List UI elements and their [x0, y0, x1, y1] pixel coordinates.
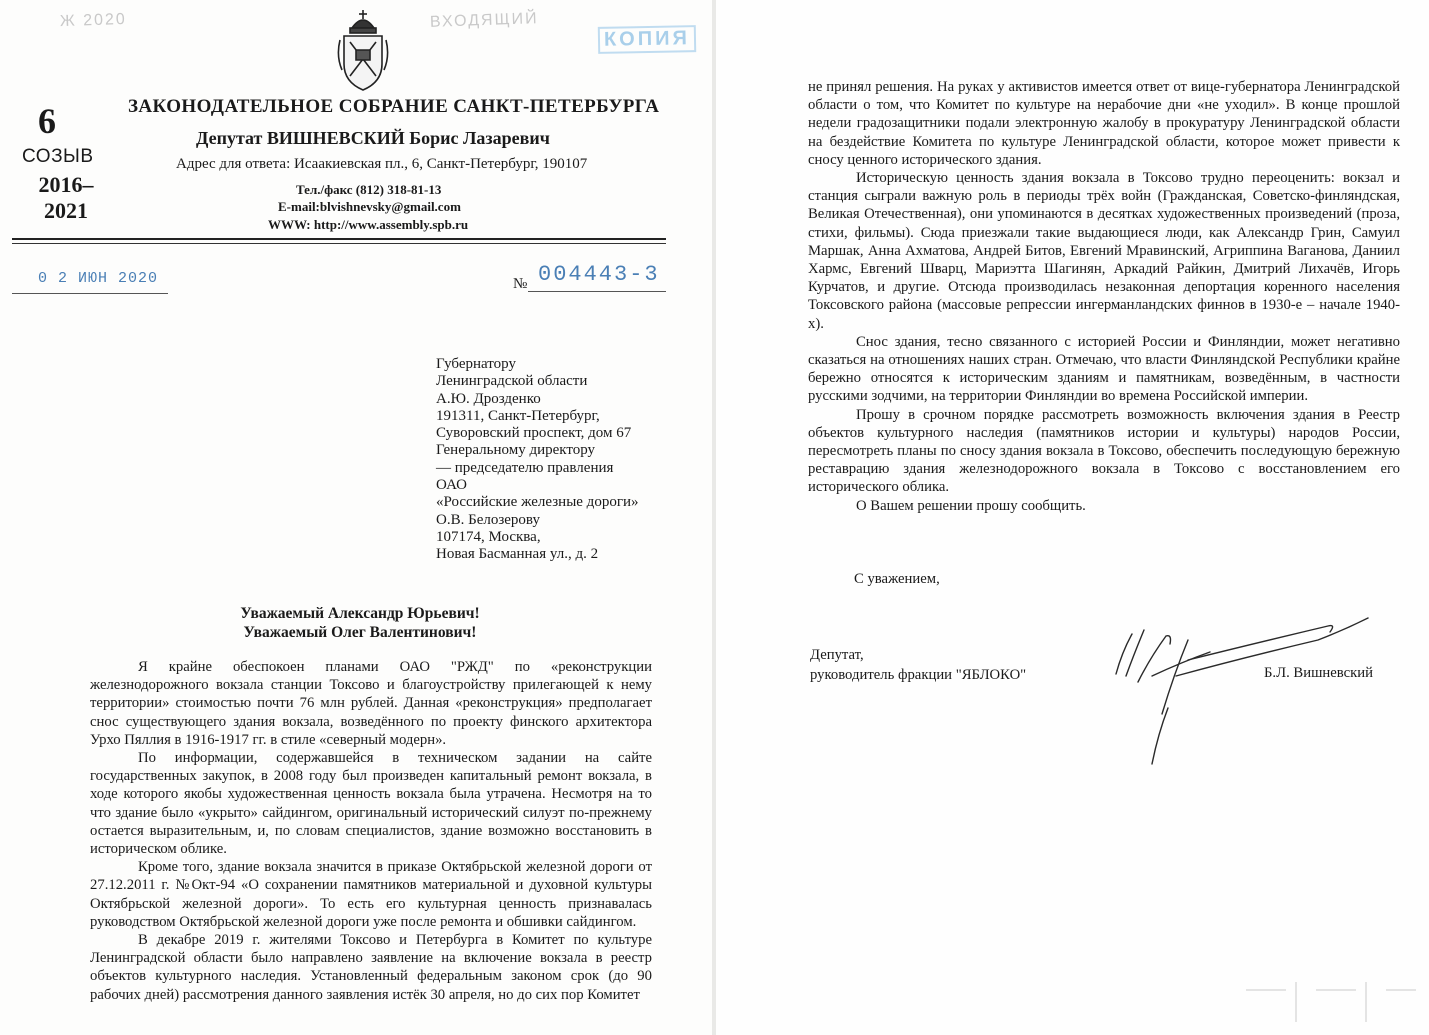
- body-paragraph: Прошу в срочном порядке рассмотреть возможность включения здания в Реестр объектов культурного наследия (памятников истории и культуры) народов России, пересмотреть планы по сносу здания вокзала в Токсово, обеспечить последующую бережную реставрацию здания железнодорожного вокзала в Токсово с восстановлением его исторического облика.: [808, 406, 1400, 496]
- addressee-line: Генеральному директору: [436, 442, 596, 459]
- addressee-line: А.Ю. Дрозденко: [436, 390, 541, 407]
- convocation-label: СОЗЫВ: [22, 146, 94, 167]
- addressee-line: Новая Басманная ул., д. 2: [436, 546, 599, 563]
- body-paragraph: Кроме того, здание вокзала значится в приказе Октябрьской железной дороги от 27.12.2011 г. №Окт-94 «О сохранении памятников материальной и духовной культуры Октябрьской железной дороги». То есть его культурная ценность признавалась руководством Октябрьской железной дороги уже после ремонта и обшивки сайдингом.: [90, 859, 652, 930]
- number-underline: [528, 291, 666, 292]
- faint-stamp-top-right: ВХОДЯЩИЙ: [429, 10, 539, 31]
- salutation-line-2: Уважаемый Олег Валентинович!: [243, 624, 477, 641]
- corner-shadow: [1236, 960, 1426, 1035]
- copy-stamp: КОПИЯ: [598, 25, 696, 54]
- email-address: E-mail:blvishnevsky@gmail.com: [278, 199, 461, 214]
- date-underline: [12, 293, 168, 294]
- signatory-role: [810, 645, 1026, 685]
- letter-page-2: [716, 0, 1429, 1035]
- addressee-line: Ленинградской области: [436, 373, 588, 390]
- body-paragraph: В декабре 2019 г. жителями Токсово и Петербурга в Комитет по культуре Ленинградской области было направлено заявление на включение вокзала в реестр объектов культурного наследия. Установленный федеральным законом срок (до 90 рабочих дней) рассмотрения данного заявления истёк 30 апреля, но до сих пор Комитет: [90, 932, 652, 1003]
- closing-phrase: С уважением,: [854, 571, 940, 587]
- convocation-years: [26, 172, 106, 224]
- handwritten-signature: [1092, 604, 1392, 774]
- deputy-name: Депутат ВИШНЕВСКИЙ Борис Лазаревич: [196, 128, 550, 148]
- years-start: 2016–: [38, 172, 94, 197]
- addressee-line: Губернатору: [436, 356, 516, 372]
- body-paragraph: Я крайне обеспокоен планами ОАО "РЖД" по «реконструкции железнодорожного вокзала станции Токсово и благоустройству прилегающей к нему территории» стоимостью почти 76 млн рублей. Данная «реконструкция» предполагает снос существующего здания вокзала, возведённого по проекту финского архитектора Урхо Пяллия в 1916-1917 гг. в стиле «северный модерн».: [90, 659, 652, 748]
- addressee-block: [436, 356, 706, 564]
- body-paragraph: не принял решения. На руках у активистов имеется ответ от вице-губернатора Ленинградской области о том, что Комитет по культуре на нерабочие дни «не уходил». В конце прошлой недели градозащитники подали электронную жалобу в прокуратуру Ленинградской области на бездействие Комитета по культуре Ленинградской области, которое может привести к сносу ценного исторического здания.: [808, 79, 1400, 168]
- signatory-role-line-2: руководитель фракции "ЯБЛОКО": [810, 667, 1027, 683]
- assembly-title: ЗАКОНОДАТЕЛЬНОЕ СОБРАНИЕ САНКТ-ПЕТЕРБУРГА: [128, 96, 660, 117]
- addressee-line: — председателю правления: [436, 459, 614, 476]
- signatory-name: Б.Л. Вишневский: [1264, 665, 1373, 681]
- header-divider: [12, 238, 666, 240]
- addressee-line: ОАО: [436, 477, 468, 494]
- letter-body-page-2: [808, 78, 1400, 515]
- body-paragraph: Историческую ценность здания вокзала в Токсово трудно переоценить: вокзал и станция сыграли важную роль в периоды трёх войн (Гражданская, Советско-финляндская, Великая Отечественная), они упоминаются в десятках художественных произведений (проза, стихи, фильмы). Сюда приезжали такие выдающиеся люди, как Александр Грин, Самуил Маршак, Анна Ахматова, Андрей Битов, Евгений Мравинский, Агриппина Ваганова, Даниил Хармс, Евгений Шварц, Мариэтта Шагинян, Аркадий Райкин, Дмитрий Лихачёв, Игорь Курчатов, и другие. Отсюда производилась незаконная депортация коренного населения Токсовского района (массовые репрессии ингерманландских финнов в 1930-е – начале 1940-х).: [808, 170, 1400, 332]
- letter-page-1: [0, 0, 712, 1035]
- registration-number-stamp: 004443-3: [538, 262, 660, 287]
- website: WWW: http://www.assembly.spb.ru: [268, 217, 469, 232]
- salutation: [60, 604, 660, 642]
- coat-of-arms-icon: [336, 6, 390, 96]
- number-sign: №: [513, 276, 528, 292]
- body-paragraph: По информации, содержавшейся в техническом задании на сайте государственных закупок, в 2008 году был произведен капитальный ремонт вокзала, в ходе которого якобы художественная ценность вокзала была утрачена. Несмотря на то что здание было «укрыто» сайдингом, оригинальный исторический силуэт по-прежнему остается выразительным, и, по словам специалистов, здание возможно восстановить в историческом облике.: [90, 750, 652, 858]
- convocation-number: 6: [38, 101, 56, 141]
- header-divider-thin: [12, 243, 666, 244]
- addressee-line: «Российские железные дороги»: [436, 494, 639, 511]
- faint-stamp-top-left: Ж 2020: [59, 10, 128, 31]
- years-end: 2021: [44, 198, 88, 223]
- phone-fax: Тел./факс (812) 318-81-13: [296, 182, 442, 197]
- letter-body-page-1: [90, 658, 652, 1004]
- addressee-line: 191311, Санкт-Петербург,: [436, 407, 600, 424]
- date-stamp: 0 2 ИЮН 2020: [38, 270, 159, 287]
- signatory-role-line-1: Депутат,: [810, 647, 864, 663]
- reply-address: Адрес для ответа: Исаакиевская пл., 6, Санкт-Петербург, 190107: [176, 156, 588, 172]
- addressee-line: 107174, Москва,: [436, 528, 541, 545]
- body-paragraph: Снос здания, тесно связанного с историей России и Финляндии, может негативно сказаться на отношениях наших стран. Отмечаю, что власти Финляндской Республики крайне бережно относятся к историческим зданиям и памятникам, возведённым, в частности русскими зодчими, на территории Финляндии во времена Российской империи.: [808, 333, 1400, 405]
- body-paragraph: О Вашем решении прошу сообщить.: [856, 497, 1086, 514]
- salutation-line-1: Уважаемый Александр Юрьевич!: [240, 605, 480, 622]
- addressee-line: О.В. Белозерову: [436, 511, 540, 528]
- addressee-line: Суворовский проспект, дом 67: [436, 425, 632, 442]
